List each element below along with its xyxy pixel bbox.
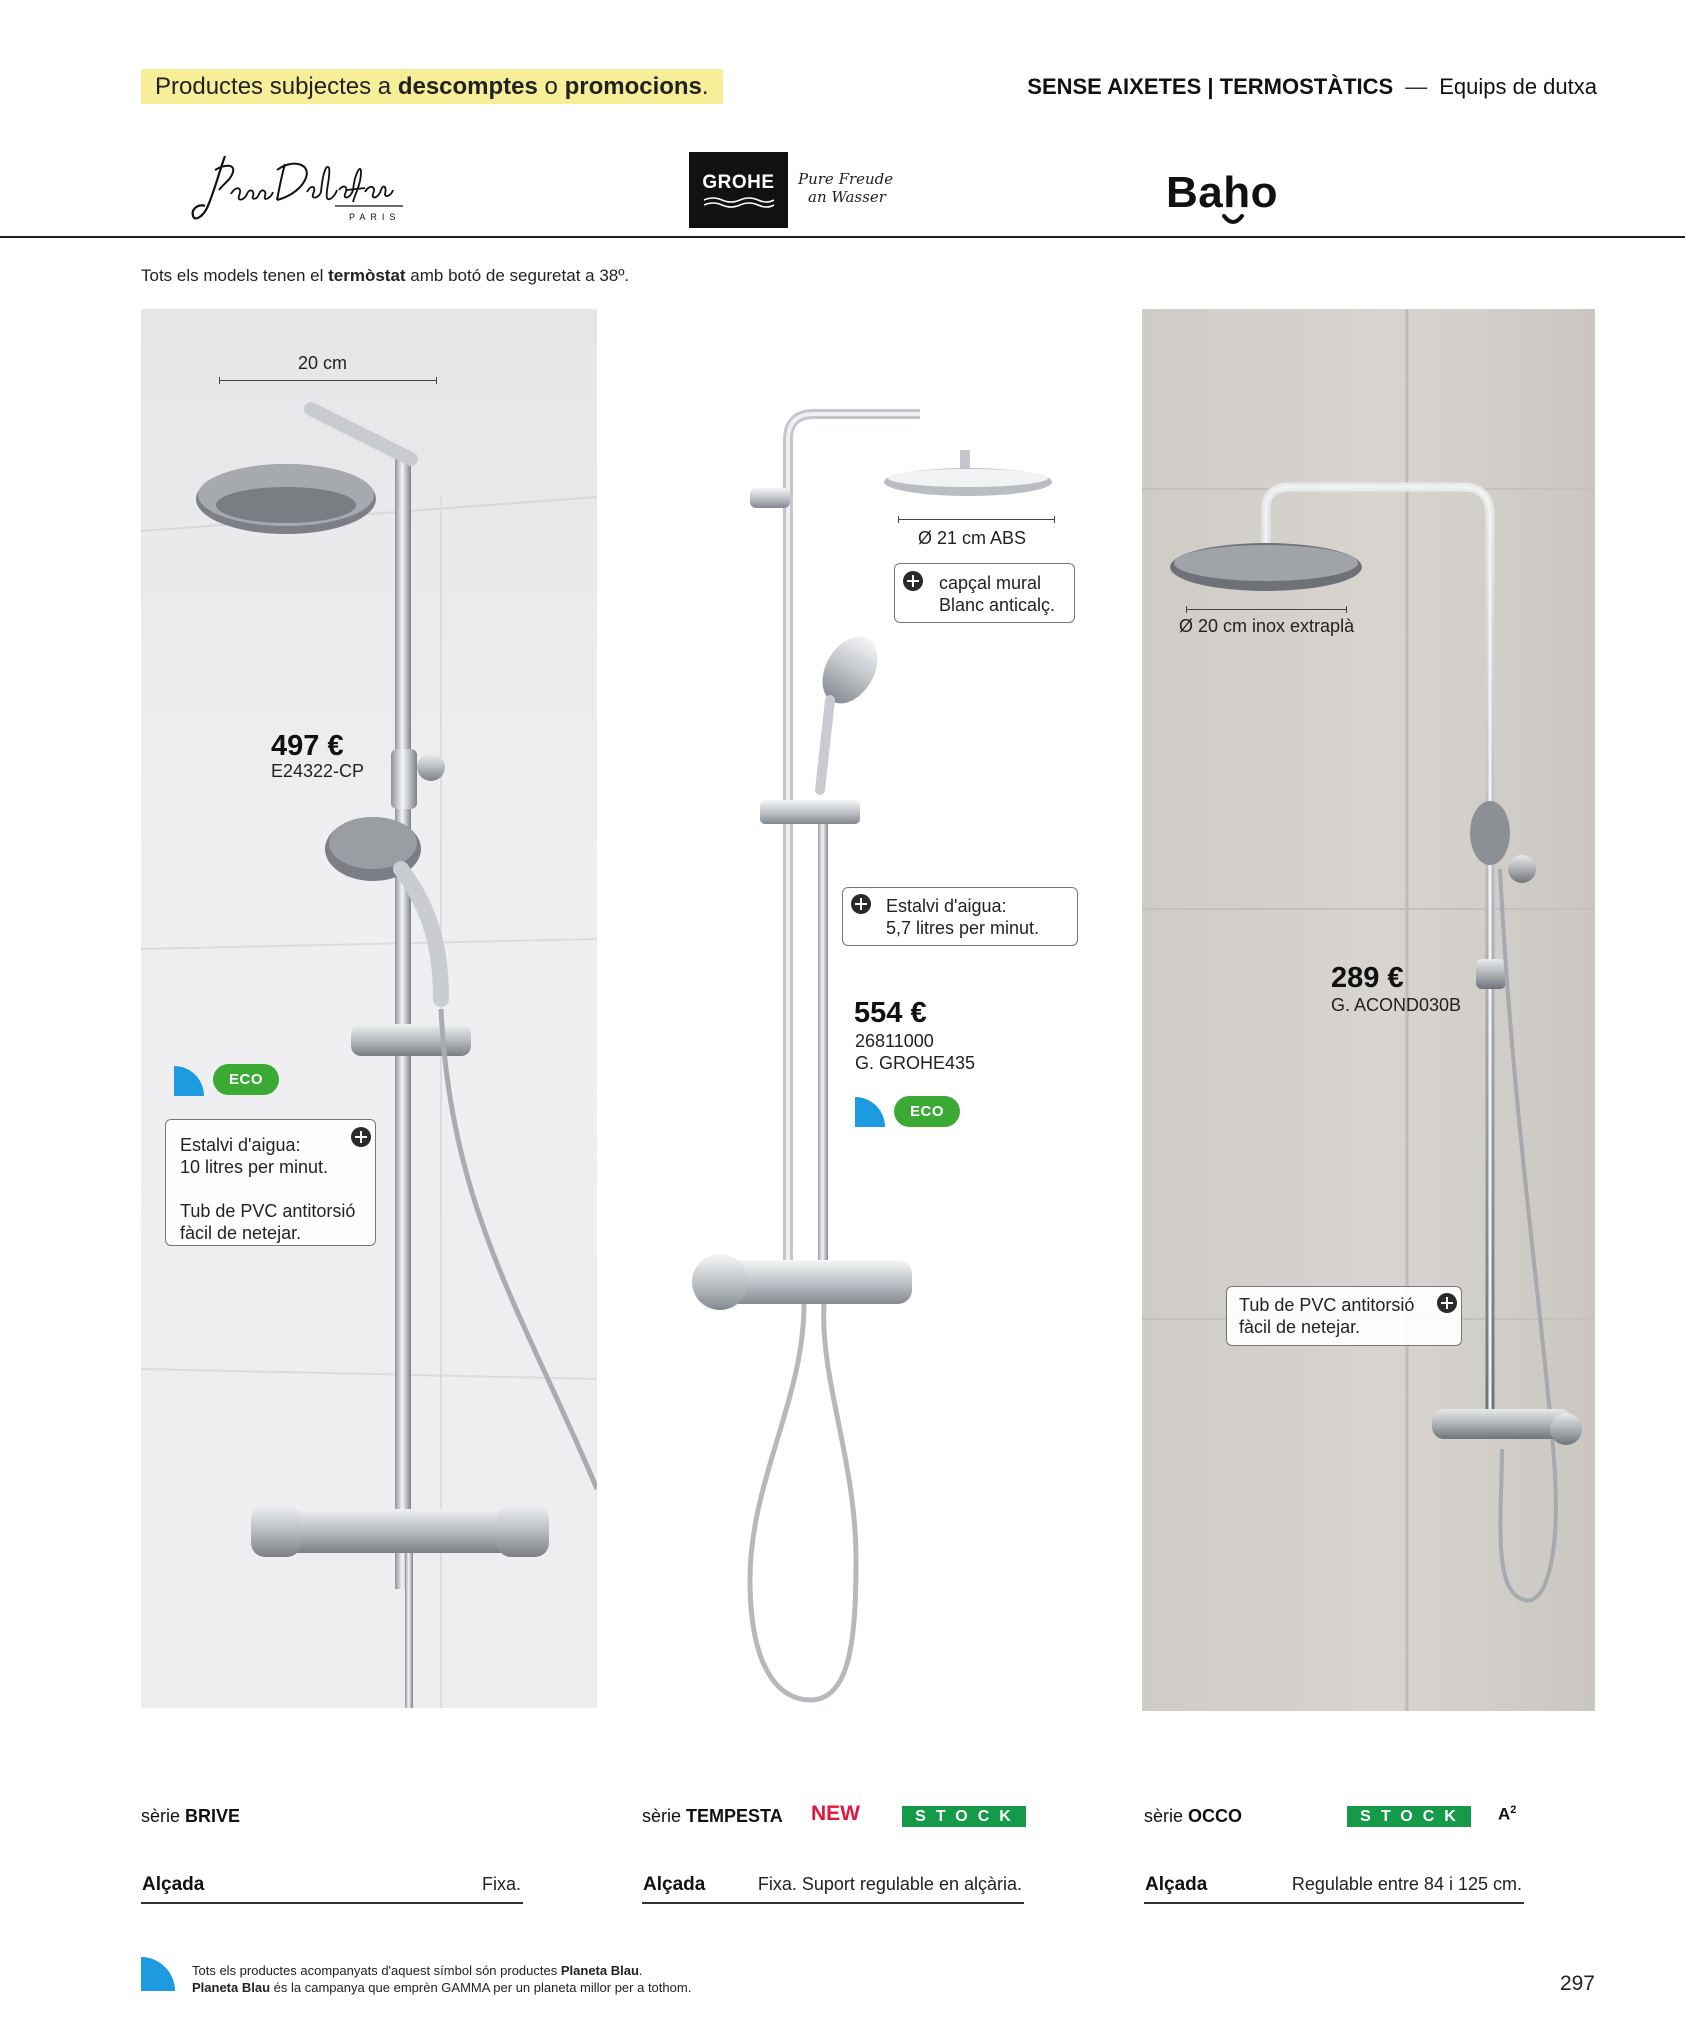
energy-class: $A^2$ (1498, 1804, 1517, 1824)
baho-smile-icon (1222, 214, 1244, 226)
stock-badge: STOCK (1347, 1806, 1471, 1827)
brive-price: 497 € (271, 730, 344, 762)
series-brive: sèrie BRIVE (141, 1806, 241, 1826)
grohe-wave-icon (702, 196, 776, 208)
header-divider (0, 236, 1685, 238)
tempesta-water-callout: Estalvi d'aigua: 5,7 litres per minut. (842, 887, 1078, 946)
eco-badge: ECO (894, 1096, 960, 1127)
baho-logo: Baho (1166, 168, 1278, 217)
section-category: SENSE AIXETES | TERMOSTÀTICS (1027, 74, 1394, 99)
tempesta-ref-1: 26811000 (855, 1031, 934, 1051)
series-occo: sèrie OCCO (1144, 1806, 1243, 1826)
series-tempesta: sèrie TEMPESTA (642, 1806, 783, 1826)
stock-badge: STOCK (902, 1806, 1026, 1827)
jacob-delafon-logo (185, 150, 405, 235)
plus-icon (1437, 1293, 1457, 1313)
svg-text:PARIS: PARIS (349, 212, 401, 222)
tempesta-dimension-label: Ø 21 cm ABS (918, 528, 1027, 548)
occo-feature-callout: Tub de PVC antitorsió fàcil de netejar. (1226, 1286, 1462, 1346)
height-row-occo: Alçada Regulable entre 84 i 125 cm. (1144, 1870, 1524, 1904)
brive-dimension-line (219, 380, 437, 381)
new-badge: NEW (811, 1802, 860, 1825)
grohe-logo: GROHE (689, 152, 788, 228)
plus-icon (851, 894, 871, 914)
page-number: 297 (1559, 1972, 1595, 1995)
intro-note: Tots els models tenen el termòstat amb botó de seguretat a 38º. (141, 266, 630, 285)
tempesta-dimension-line (898, 519, 1055, 520)
product-image-brive (141, 309, 597, 1708)
height-row-brive: Alçada Fixa. (141, 1870, 523, 1904)
tempesta-price: 554 € (854, 997, 927, 1029)
occo-dimension-line (1186, 609, 1347, 610)
footer-note: Tots els productes acompanyats d'aquest símbol són productes Planeta Blau. Planeta Blau és la campanya que emprèn GAMMA per un planeta millor per a tothom. (192, 1963, 692, 1995)
eco-badge: ECO (213, 1064, 279, 1095)
occo-dimension-label: Ø 20 cm inox extraplà (1179, 616, 1355, 636)
brive-ref: E24322-CP (271, 761, 365, 781)
occo-price: 289 € (1331, 962, 1404, 994)
brive-feature-callout: Estalvi d'aigua: 10 litres per minut. Tub de PVC antitorsió fàcil de netejar. (165, 1119, 376, 1246)
planeta-blau-icon (141, 1957, 175, 1991)
plus-icon (903, 571, 923, 591)
section-subcategory: Equips de dutxa (1439, 74, 1597, 99)
tempesta-ref-2: G. GROHE435 (855, 1053, 976, 1073)
grohe-tagline: Pure Freude an Wasser (798, 170, 894, 206)
tempesta-head-callout: capçal mural Blanc anticalç. (894, 563, 1075, 623)
height-row-tempesta: Alçada Fixa. Suport regulable en alçària. (642, 1870, 1024, 1904)
tempesta-head-icon (880, 450, 1060, 510)
section-title: SENSE AIXETES | TERMOSTÀTICS — Equips de dutxa (1027, 74, 1597, 99)
occo-ref: G. ACOND030B (1331, 995, 1462, 1015)
brive-dimension-label: 20 cm (298, 353, 348, 373)
promo-banner: Productes subjectes a descomptes o promocions. (141, 69, 723, 104)
brive-shower-illustration (141, 309, 597, 1708)
product-image-occo (1142, 309, 1595, 1711)
